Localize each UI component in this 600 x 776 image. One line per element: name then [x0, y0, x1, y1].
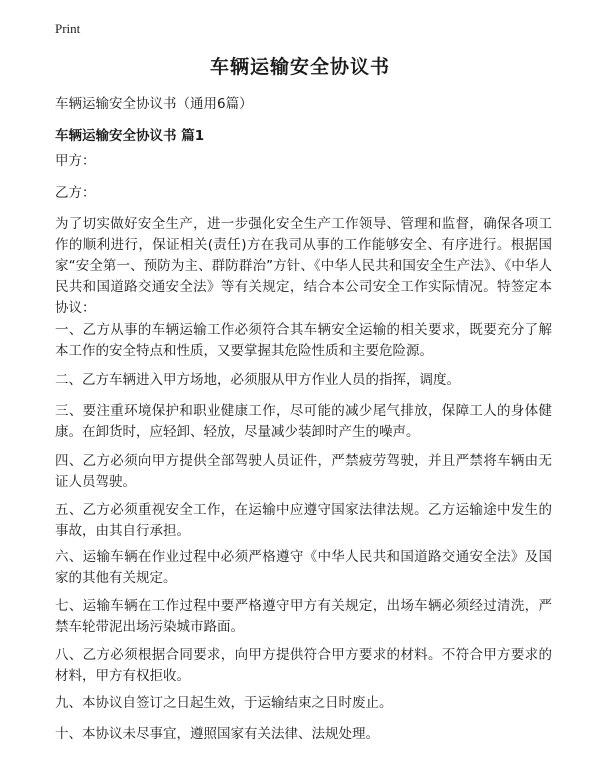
clause-paragraph: 二、乙方车辆进入甲方场地，必须服从甲方作业人员的指挥，调度。	[55, 372, 460, 388]
clause-paragraph: 八、乙方必须根据合同要求，向甲方提供符合甲方要求的材料。不符合甲方要求的材料，甲方有权拒收。	[55, 647, 552, 684]
clause-paragraph: 一、乙方从事的车辆运输工作必须符合其车辆安全运输的相关要求，既要充分了解本工作的安全特点和性质，又要掌握其危险性质和主要危险源。	[55, 322, 552, 359]
document-title: 车辆运输安全协议书	[209, 56, 390, 78]
party-a-line: 甲方：	[55, 153, 96, 169]
clause-paragraph: 七、运输车辆在工作过程中要严格遵守甲方有关规定，出场车辆必须经过清洗，严禁车轮带泥出场污染城市路面。	[55, 598, 552, 635]
clause-paragraph: 六、运输车辆在作业过程中必须严格遵守《中华人民共和国道路交通安全法》及国家的其他有关规定。	[55, 549, 552, 586]
print-link[interactable]: Print	[55, 21, 81, 36]
clause-paragraph: 五、乙方必须重视安全工作，在运输中应遵守国家法律法规。乙方运输途中发生的事故，由其自行承担。	[55, 502, 552, 539]
intro-paragraph: 为了切实做好安全生产，进一步强化安全生产工作领导、管理和监督，确保各项工作的顺利进行，保证相关(责任)方在我司从事的工作能够安全、有序进行。根据国家“安全第一、预防为主、群防群治”方针、《中华人民共和国安全生产法》、《中华人民共和国道路交通安全法》等有关规定，结合本公司安全工作实际情况。特签定本协议：	[55, 216, 552, 316]
clause-paragraph: 九、本协议自签订之日起生效，于运输结束之日时废止。	[55, 695, 393, 711]
clause-paragraph: 十、本协议未尽事宜，遵照国家有关法律、法规处理。	[55, 726, 379, 742]
clause-paragraph: 四、乙方必须向甲方提供全部驾驶人员证件，严禁疲劳驾驶，并且严禁将车辆由无证人员驾驶。	[55, 453, 552, 490]
section-heading: 车辆运输安全协议书 篇1	[55, 128, 205, 144]
document-subtitle: 车辆运输安全协议书（通用6篇）	[55, 96, 253, 112]
clause-paragraph: 三、要注重环境保护和职业健康工作，尽可能的减少尾气排放，保障工人的身体健康。在卸货时，应轻卸、轻放，尽量减少装卸时产生的噪声。	[55, 403, 552, 440]
party-b-line: 乙方：	[55, 185, 96, 201]
